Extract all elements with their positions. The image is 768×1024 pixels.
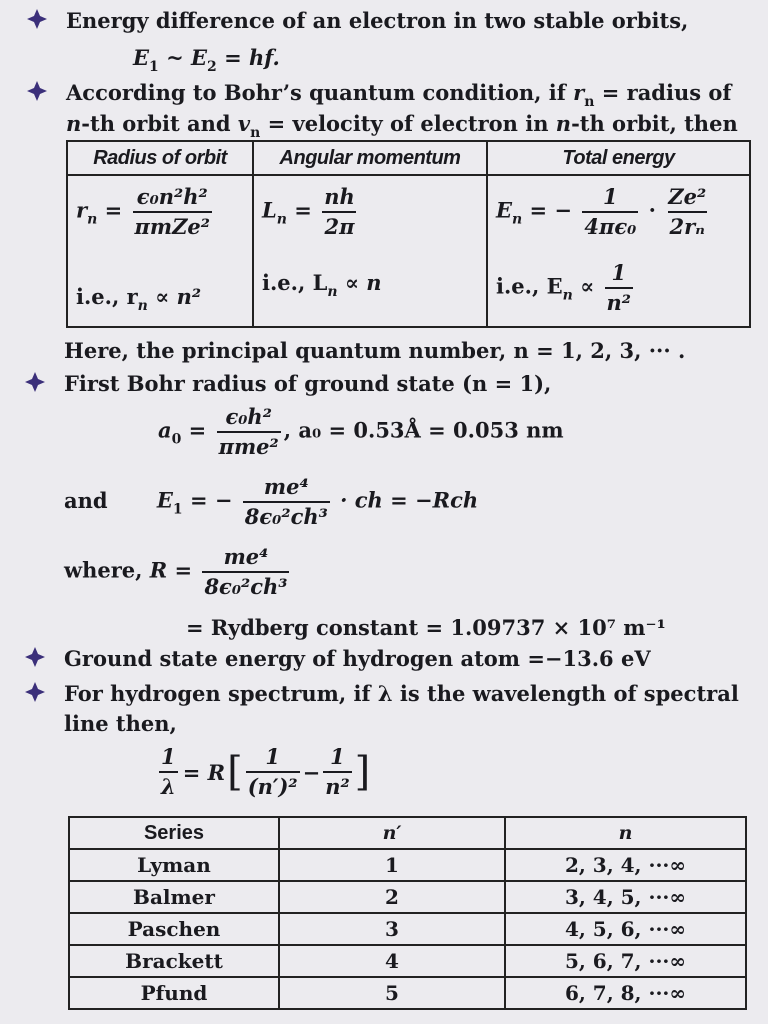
bullet-diamond-icon xyxy=(24,646,46,668)
radius-proportionality: i.e., $r_n \propto n^2$ xyxy=(76,284,202,314)
table-row xyxy=(69,881,746,913)
n-values: 4, 5, 6, ···∞ xyxy=(505,913,746,945)
angular-momentum-proportionality: i.e., $L_n \propto n$ xyxy=(262,270,382,300)
energy-difference-equation: $E_1$ ~ $E_2$ = hf. xyxy=(133,45,280,75)
bullet-diamond-icon xyxy=(24,371,46,393)
total-energy-proportionality: i.e., $E_n$ ∝ $\frac{1}{\text{n²}}$ xyxy=(496,260,631,316)
table-row xyxy=(69,913,746,945)
total-energy-cell xyxy=(487,175,750,327)
bohr-radius-equation: $a_0$ = $\frac{\text{ϵ₀h²}}{\text{πme²}}$ , a₀ = 0.53Å = 0.053 nm xyxy=(158,404,564,460)
header-total-energy: Total energy xyxy=(487,141,750,175)
n-prime-value: 2 xyxy=(279,881,505,913)
angular-momentum-formula: $L_n$ = $\frac{nh}{2\pi}$ xyxy=(262,184,355,240)
first-bohr-radius-text: First Bohr radius of ground state (n = 1), xyxy=(64,371,552,396)
table-row xyxy=(69,849,746,881)
spectral-series-table xyxy=(68,816,747,1010)
energy-difference-text: Energy difference of an electron in two stable orbits, xyxy=(66,8,689,33)
bullet-diamond-icon xyxy=(24,681,46,703)
table-row xyxy=(69,945,746,977)
n-prime-value: 4 xyxy=(279,945,505,977)
bohr-table-row xyxy=(67,175,750,327)
bohr-condition-line-1: According to Bohr’s quantum condition, if $r_n$ = radius of xyxy=(66,80,732,110)
header-series: Series xyxy=(69,817,279,849)
rydberg-equation: where, R = $\frac{\text{me⁴}}{\text{8ϵ₀²ch³}}$ xyxy=(64,544,288,600)
n-prime-value: 1 xyxy=(279,849,505,881)
total-energy-formula: $E_n$ = − $\frac{1}{\text{4πϵ₀}}$ · $\frac{\text{Ze²}}{\text{2rₙ}}$ xyxy=(496,184,707,240)
n-values: 6, 7, 8, ···∞ xyxy=(505,977,746,1009)
n-prime-value: 3 xyxy=(279,913,505,945)
series-name: Paschen xyxy=(69,913,279,945)
bullet-diamond-icon xyxy=(26,80,48,102)
series-name: Brackett xyxy=(69,945,279,977)
header-angular-momentum: Angular momentum xyxy=(253,141,487,175)
ground-energy-equation: and $E_1$ = − $\frac{\text{me⁴}}{\text{8ϵ₀²ch³}}$ · ch = −Rch xyxy=(64,474,479,530)
principal-quantum-number-text: Here, the principal quantum number, n = 1, 2, 3, ··· . xyxy=(64,338,686,363)
series-name: Balmer xyxy=(69,881,279,913)
rydberg-constant-text: = Rydberg constant = 1.09737 × 10⁷ m⁻¹ xyxy=(186,615,666,640)
radius-cell xyxy=(67,175,253,327)
header-n: n xyxy=(505,817,746,849)
series-table-header-row xyxy=(69,817,746,849)
radius-formula: $r_n$ = $\frac{\text{ϵ₀n²h²}}{\text{πmZe²}}$ xyxy=(76,184,210,240)
table-row xyxy=(69,977,746,1009)
n-prime-value: 5 xyxy=(279,977,505,1009)
series-name: Pfund xyxy=(69,977,279,1009)
series-name: Lyman xyxy=(69,849,279,881)
header-n-prime: n′ xyxy=(279,817,505,849)
hydrogen-spectrum-line-1: For hydrogen spectrum, if λ is the wavelength of spectral xyxy=(64,681,739,706)
n-values: 2, 3, 4, ···∞ xyxy=(505,849,746,881)
bohr-condition-line-2: n-th orbit and $v_n$ = velocity of electron in n-th orbit, then xyxy=(66,111,738,141)
bohr-table-header-row xyxy=(67,141,750,175)
ground-state-energy-text: Ground state energy of hydrogen atom =−13.6 eV xyxy=(64,646,651,671)
bullet-diamond-icon xyxy=(26,8,48,30)
header-radius-of-orbit: Radius of orbit xyxy=(67,141,253,175)
bohr-table xyxy=(66,140,751,328)
n-values: 3, 4, 5, ···∞ xyxy=(505,881,746,913)
rydberg-formula: $\frac{1}{\lambda}$ = R [ $\frac{1}{\text{(n′)²}}$ − $\frac{1}{\text{n²}}$ ] xyxy=(161,744,371,800)
angular-momentum-cell xyxy=(253,175,487,327)
hydrogen-spectrum-line-2: line then, xyxy=(64,711,177,736)
n-values: 5, 6, 7, ···∞ xyxy=(505,945,746,977)
